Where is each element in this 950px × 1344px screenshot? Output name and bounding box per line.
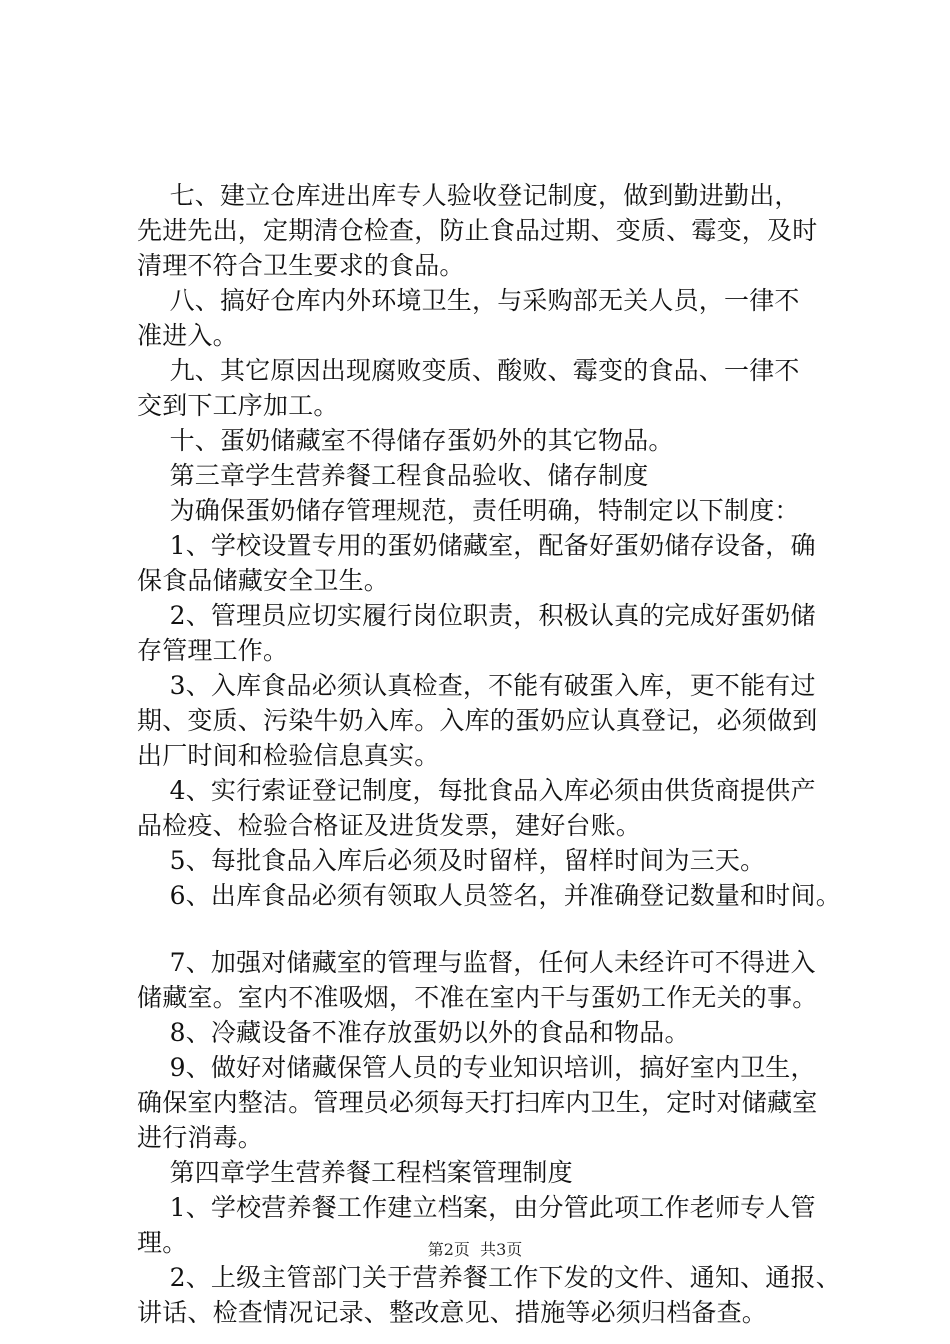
text-line: 4、实行索证登记制度，每批食品入库必须由供货商提供产 [137,776,816,805]
paragraph-gap [137,913,837,945]
text-line: 理。 [137,1228,188,1257]
section-heading: 第三章学生营养餐工程食品验收、储存制度 [137,461,649,490]
text-line: 保食品储藏安全卫生。 [137,566,390,595]
text-line: 准进入。 [137,321,238,350]
text-line: 9、做好对储藏保管人员的专业知识培训，搞好室内卫生， [137,1053,816,1082]
document-body [137,178,841,1330]
text-line: 八、搞好仓库内外环境卫生，与采购部无关人员，一律不 [137,286,800,315]
text-line: 1、学校营养餐工作建立档案，由分管此项工作老师专人管 [137,1193,816,1222]
text-line: 七、建立仓库进出库专人验收登记制度，做到勤进勤出， [137,181,800,210]
text-line: 为确保蛋奶储存管理规范，责任明确，特制定以下制度： [137,496,800,525]
text-line: 确保室内整洁。管理员必须每天打扫库内卫生，定时对储藏室 [137,1088,818,1117]
text-line: 7、加强对储藏室的管理与监督，任何人未经许可不得进入 [137,948,816,977]
text-line: 十、蛋奶储藏室不得储存蛋奶外的其它物品。 [137,426,674,455]
text-line: 储藏室。室内不准吸烟，不准在室内干与蛋奶工作无关的事。 [137,983,818,1012]
text-line: 存管理工作。 [137,636,289,665]
text-line: 3、入库食品必须认真检查，不能有破蛋入库，更不能有过 [137,671,816,700]
text-line: 5、每批食品入库后必须及时留样，留样时间为三天。 [137,846,766,875]
text-line: 2、管理员应切实履行岗位职责，积极认真的完成好蛋奶储 [137,601,816,630]
text-line: 出厂时间和检验信息真实。 [137,741,440,770]
text-line: 6、出库食品必须有领取人员签名，并准确登记数量和时间。 [137,881,841,910]
text-line: 九、其它原因出现腐败变质、酸败、霉变的食品、一律不 [137,356,800,385]
text-line: 期、变质、污染牛奶入库。入库的蛋奶应认真登记，必须做到 [137,706,818,735]
text-line: 1、学校设置专用的蛋奶储藏室，配备好蛋奶储存设备，确 [137,531,816,560]
section-heading: 第四章学生营养餐工程档案管理制度 [137,1158,573,1187]
text-line: 2、上级主管部门关于营养餐工作下发的文件、通知、通报、 [137,1263,841,1292]
page-number-footer: 第2页 共3页 [427,1240,523,1259]
text-line: 进行消毒。 [137,1123,264,1152]
text-line: 交到下工序加工。 [137,391,339,420]
text-line: 8、冷藏设备不准存放蛋奶以外的食品和物品。 [137,1018,690,1047]
text-line: 讲话、检查情况记录、整改意见、措施等必须归档备查。 [137,1298,768,1327]
text-line: 品检疫、检验合格证及进货发票，建好台账。 [137,811,642,840]
text-line: 先进先出，定期清仓检查，防止食品过期、变质、霉变，及时 [137,216,818,245]
text-line: 清理不符合卫生要求的食品。 [137,251,465,280]
